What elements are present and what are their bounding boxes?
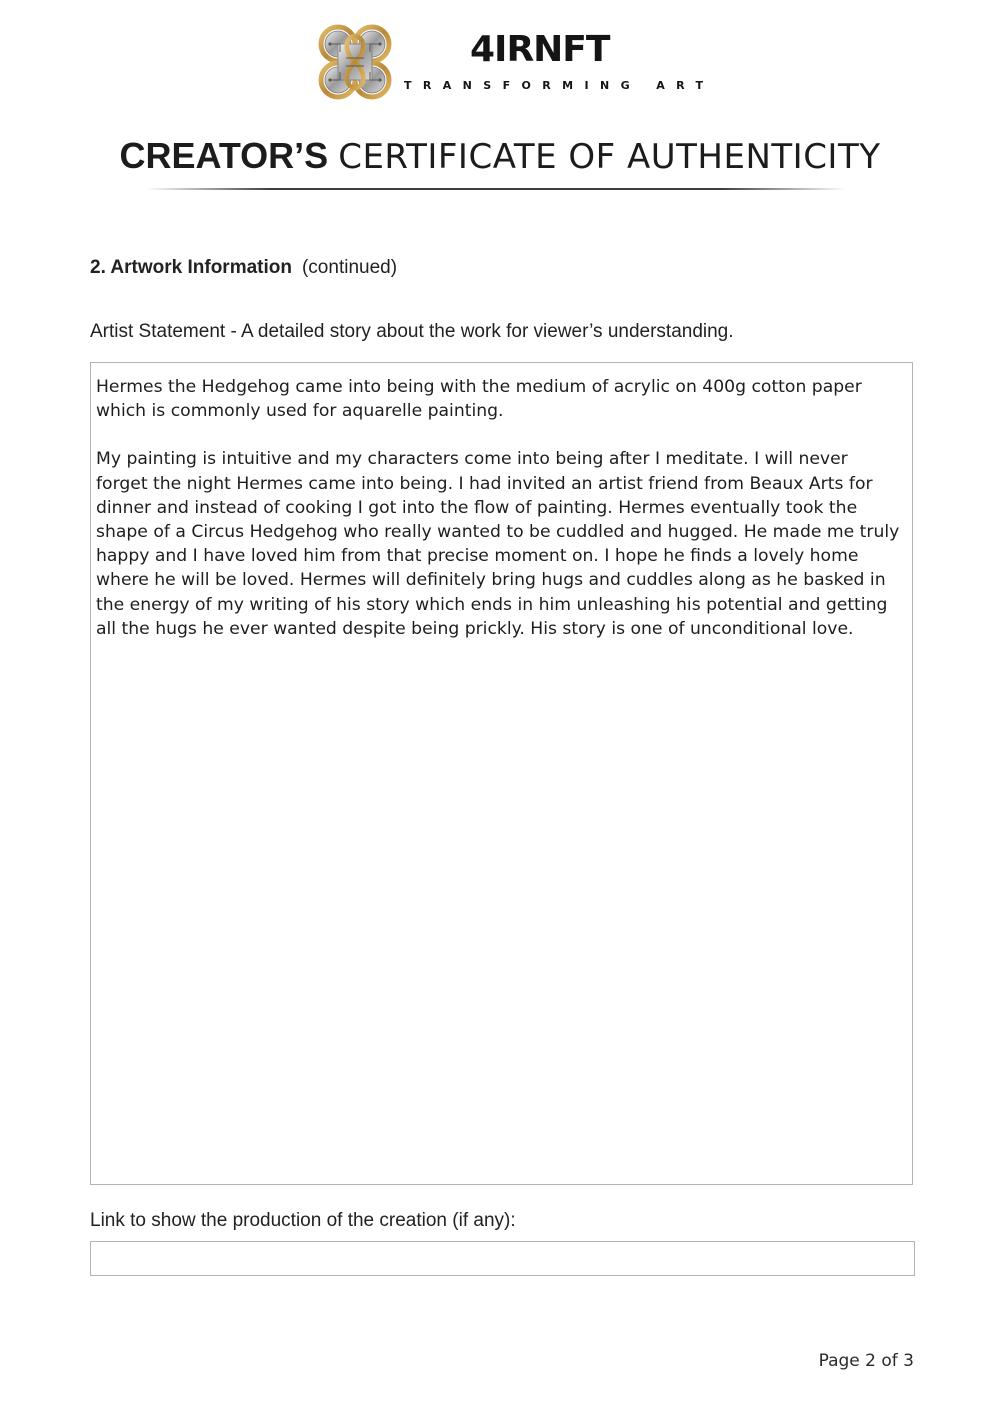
section-heading-continued: (continued) (301, 257, 398, 278)
artist-statement-label: Artist Statement - A detailed story about the work for viewer’s understanding. (90, 321, 734, 342)
section-heading-title: 2. Artwork Information (90, 257, 292, 278)
brand-tagline: TRANSFORMING ART (404, 79, 715, 92)
artist-statement-paragraph: Hermes the Hedgehog came into being with the medium of acrylic on 400g cotton paper which is commonly used for aquarelle painting. (96, 377, 862, 422)
page-number: Page 2 of 3 (818, 1351, 914, 1371)
certificate-title-rest: CERTIFICATE OF AUTHENTICITY (338, 137, 881, 177)
certificate-title-strong: CREATOR’S (119, 135, 329, 176)
artist-statement-field[interactable] (90, 362, 913, 1185)
title-divider (146, 188, 846, 190)
infinity-knot-logo-icon (316, 22, 394, 102)
section-heading (90, 257, 397, 279)
production-link-field[interactable] (90, 1241, 915, 1276)
artist-statement-paragraph: My painting is intuitive and my characters come into being after I meditate. I will never forget the night Hermes came into being. I had invited an artist friend from Beaux Arts for dinner and instead of cooking I got into the flow of painting. Hermes eventually took the shape of a Circus Hedgehog who really wanted to be cuddled and hugged. He made me truly happy and I have loved him from that precise moment on. I hope he finds a lovely home where he will be loved. Hermes will definitely bring hugs and cuddles along as he basked in the energy of my writing of his story which ends in him unleashing his potential and getting all the hugs he ever wanted despite being prickly. His story is one of unconditional love. (96, 449, 900, 639)
certificate-title (0, 134, 1000, 179)
brand-name: 4IRNFT (470, 29, 610, 70)
document-header (0, 22, 1000, 108)
production-link-label: Link to show the production of the creation (if any): (90, 1210, 516, 1231)
